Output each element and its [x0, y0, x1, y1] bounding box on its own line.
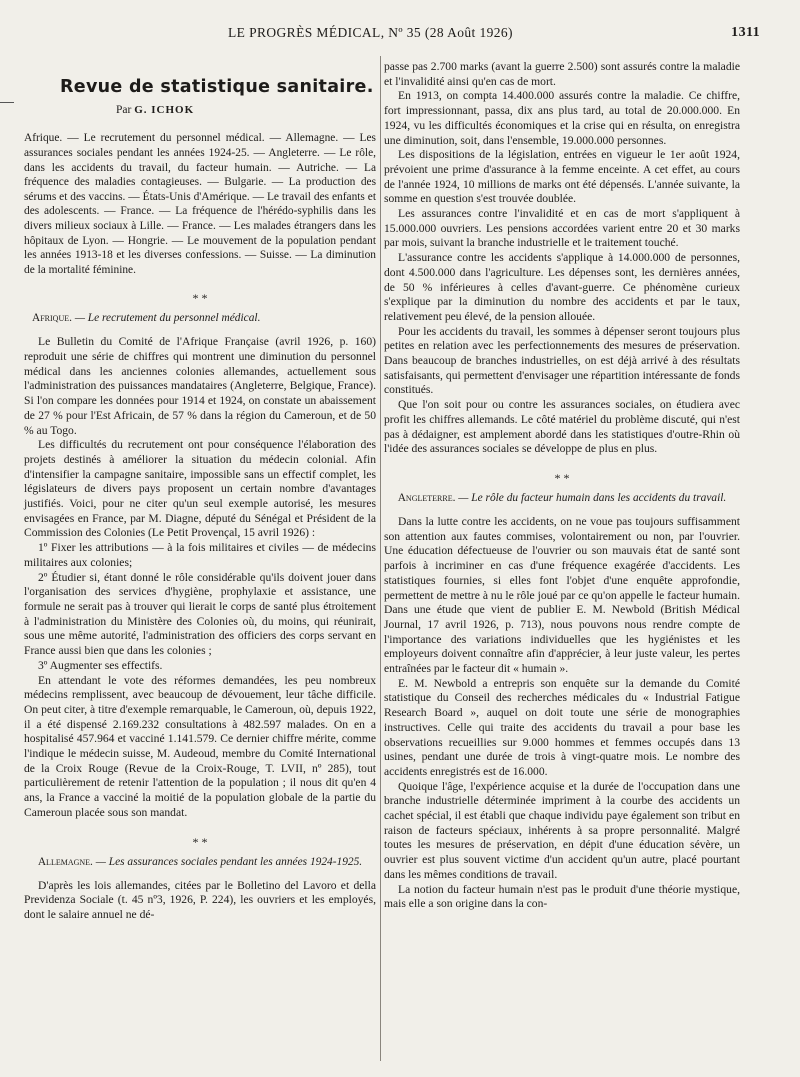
- paragraph: Les difficultés du recrutement ont pour conséquence l'élaboration des projets destinés à améliorer la situation du médecin colonial. Afin d'intensifier la campagne sanitaire, impossible sans un effectif complet, les législateurs de divers pays proposent un certain nombre d'avantages justifiés. Voici, pour ne citer qu'un seul exemple autorisé, les mesures envisagées en France, par M. Diagne, député du Sénégal et Président de la Commission des Colonies (Le Petit Provençal, 15 avril 1926) :: [24, 438, 376, 540]
- paragraph: Les dispositions de la législation, entrées en vigueur le 1er août 1924, prévoient une prime d'assurance à la femme enceinte. A cet effet, au cours de l'année 1924, 10 millions de marks ont été dépensés. L'année suivante, la somme en question s'est trouvée doublée.: [384, 148, 740, 206]
- paragraph: 3º Augmenter ses effectifs.: [38, 658, 163, 672]
- section-country: Afrique.: [32, 312, 72, 325]
- byline: [116, 103, 376, 118]
- paragraph: D'après les lois allemandes, citées par le Bolletino del Lavoro et della Previdenza Sociale (t. 45 nº3, 1926, P. 224), les ouvriers et les employés, dont le salaire annuel ne dé-: [24, 878, 376, 921]
- paragraph: 1º Fixer les attributions — à la fois militaires et civiles — de médecins militaires aux colonies;: [24, 541, 376, 569]
- paragraph: 2º Étudier si, étant donné le rôle considérable qu'ils doivent jouer dans l'organisation des services d'hygiène, prophylaxie et assistance, une formule ne serait pas à trouver qui lierait le corps de santé plus étroitement à l'administration du Ministère des Colonies où, du moins, qui réunirait, sous une même autorité, l'administration des officiers des corps servant en France aussi bien que dans les colonies ;: [24, 570, 376, 658]
- paragraph: Dans la lutte contre les accidents, on ne voue pas toujours suffisamment son attention aux fautes commises, volontairement ou non, par l'ouvrier. Une éducation défectueuse de l'ouvrier ou son mauvais état de santé sont parfois à incriminer en cas d'une fréquence exagérée d'accidents. Les statistiques fournies, si elles font l'objet d'une enquête approfondie, permettent de mettre à nu le rôle joué par ce qu'on appelle le facteur humain. Dans une étude que vient de publier E. M. Newbold (British Médical Journal, 17 avril 1926, p. 713), nous pouvons nous rendre compte de l'importance des variations individuelles que les hygiénistes et les employeurs doivent connaître afin d'apprécier, à leur juste valeur, les pertes entraînées par le facteur dit « humain ».: [384, 514, 740, 676]
- paragraph: Pour les accidents du travail, les sommes à dépenser seront toujours plus petites en relation avec les perfectionnements des mesures de préservation. Dans beaucoup de branches industrielles, on est déjà arrivé à des résultats satisfaisants, qui permettent d'envisager une répartition intéressante de fonds constitués.: [384, 324, 740, 397]
- section-heading-angleterre: [384, 491, 740, 505]
- article-title: Revue de statistique sanitaire.: [60, 77, 374, 97]
- paragraph: Les assurances contre l'invalidité et en cas de mort s'appliquent à 15.000.000 ouvriers. Les pensions accordées varient entre 20 et 30 marks par mois, suivant la branche industrielle et le traitement touché.: [384, 207, 740, 250]
- page-header: [40, 24, 760, 42]
- paragraph: Quoique l'âge, l'expérience acquise et la durée de l'occupation dans une branche industrielle déterminée impriment à la courbe des accidents un cachet spécial, il est établi que chaque individu paye également son tribut en raison de facteurs spéciaux, inhérents à sa propre personnalité. Malgré toutes les mesures de préservation, en dépit d'une éducation sévère, un ouvrier est plus souvent victime d'un accident qu'un autre, placé pourtant dans les mêmes conditions de travail.: [384, 779, 740, 881]
- section-country: Angleterre.: [397, 491, 456, 504]
- section-subtitle: — Le rôle du facteur humain dans les accidents du travail.: [458, 491, 727, 504]
- article-summary: Afrique. — Le recrutement du personnel médical. — Allemagne. — Les assurances sociales pendant les années 1924-25. — Angleterre. — Le rôle, dans les accidents du travail, du facteur humain. — Autriche. — La fréquence des maladies contagieuses. — Bulgarie. — La production des sérums et des vaccins. — États-Unis d'Amérique. — Le travail des enfants et des adolescents. — France. — La fréquence de l'hérédo-syphilis dans les divers milieux sociaux à Lille. — France. — Les malades étrangers dans les hôpitaux de Lyon. — Hongrie. — Le mouvement de la population pendant les années 1913-18 et les diverses confessions. — Suisse. — La diminution de la mortalité féminine.: [24, 132, 376, 276]
- section-country: Allemagne.: [37, 855, 93, 868]
- section-subtitle: — Les assurances sociales pendant les années 1924-1925.: [95, 855, 363, 868]
- section-separator: * *: [554, 470, 570, 485]
- paragraph: La notion du facteur humain n'est pas le produit d'une théorie mystique, mais elle a son origine dans la con-: [384, 882, 740, 911]
- paragraph: L'assurance contre les accidents s'applique à 14.000.000 de personnes, dont 4.500.000 dans l'agriculture. Les dépenses sont, les dernières années, de 50 % inférieures à celles d'avant-guerre. Ce phénomène curieux s'explique par la diminution du nombre des accidents et par le taux, relativement peu élevé, de la pension allouée.: [384, 251, 740, 323]
- left-column: [24, 56, 376, 923]
- right-column: [384, 60, 740, 912]
- paragraph: Que l'on soit pour ou contre les assurances sociales, on étudiera avec profit les chiffres allemands. Le côté matériel du problème discuté, qui n'est pas à dédaigner, est amplement abordé dans les statistiques d'outre-Rhin où l'idée des assurances sociales se développe de plus en plus.: [384, 398, 740, 456]
- paragraph: passe pas 2.700 marks (avant la guerre 2.500) sont assurés contre la maladie et l'invalidité ainsi qu'en cas de mort.: [384, 60, 740, 88]
- section-separator: * *: [192, 834, 208, 849]
- paragraph: En attendant le vote des réformes demandées, les peu nombreux médecins remplissent, avec beaucoup de dévouement, leur tâche difficile. On peut citer, à titre d'exemple remarquable, le Cameroun, où, depuis 1922, il a été dispensé 2.169.232 consultations à 482.597 malades. On en a hospitalisé 457.964 et vacciné 1.141.579. Ce dernier chiffre mérite, comme l'indique le médecin suisse, M. Audeoud, membre du Comité International de la Croix Rouge (Revue de la Croix-Rouge, T. LVII, nº 285), tout particulièrement de retenir l'attention de la population ; il nous dit qu'en 4 ans, la France a vacciné la moitié de la population globale de la partie du Cameroun placée sous son mandat.: [24, 673, 376, 819]
- paragraph: Le Bulletin du Comité de l'Afrique Française (avril 1926, p. 160) reproduit une série de chiffres qui montrent une diminution du personnel médical dans les anciennes colonies allemandes, actuellement sous l'administration des puissances mandataires (Angleterre, Belgique, France). Si l'on compare les données pour 1914 et 1924, on constate un abaissement de 27 % pour l'Est Africain, de 57 % dans la région du Cameroun, et de 50 % au Togo.: [24, 335, 376, 437]
- journal-title: LE PROGRÈS MÉDICAL, Nº 35 (28 Août 1926): [228, 25, 513, 40]
- section-separator: * *: [192, 291, 208, 306]
- paragraph: En 1913, on compta 14.400.000 assurés contre la maladie. Ce chiffre, fort impressionnant, passa, dix ans plus tard, au total de 20.000.000. En 1924, vu les difficultés économiques et la crise qui en résulta, on enregistra une diminution, soit, dans l'ensemble, 19.000.000 personnes.: [384, 89, 740, 147]
- paragraph: E. M. Newbold a entrepris son enquête sur la demande du Comité statistique du Conseil des recherches médicales du « Industrial Fatigue Research Board », auquel on doit toute une série de monographies instructives. Celle qui traite des accidents du travail a pour base les observations recueillies sur 9.000 hommes et femmes occupés dans 13 usines, pendant une durée de trois à vingt-quatre mois. Le nombre des accidents enregistrés est de 16.000.: [384, 676, 740, 778]
- column-rule: [380, 56, 381, 1061]
- section-subtitle: — Le recrutement du personnel médical.: [74, 312, 261, 325]
- section-heading-allemagne: [24, 855, 376, 869]
- section-heading-afrique: [24, 311, 376, 325]
- author-name: G. ICHOK: [134, 103, 195, 116]
- byline-prefix: Par: [116, 103, 132, 116]
- page-number: 1311: [731, 25, 760, 40]
- margin-mark: [0, 102, 14, 103]
